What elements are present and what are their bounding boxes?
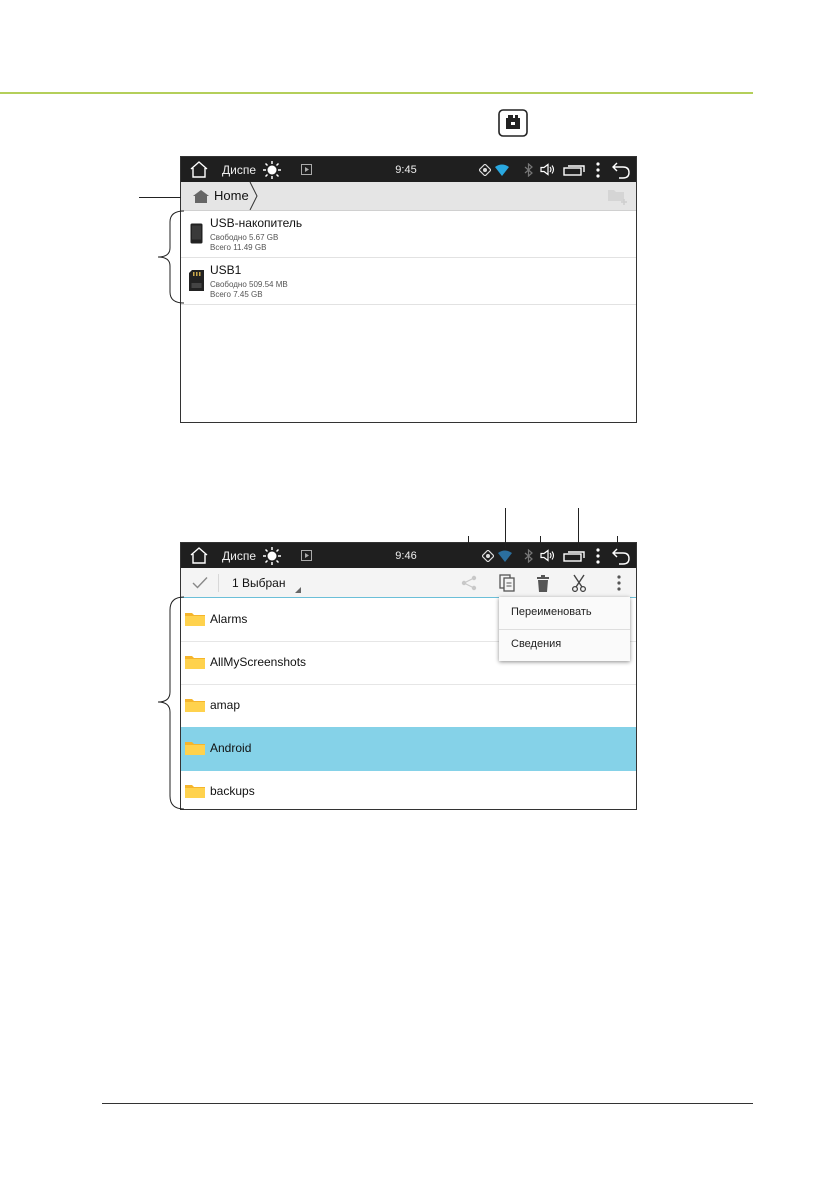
menu-item-label: Сведения xyxy=(511,638,562,650)
home-icon[interactable] xyxy=(187,543,211,568)
folder-name: backups xyxy=(210,784,255,798)
done-check-icon[interactable] xyxy=(192,576,208,589)
list-item[interactable] xyxy=(181,258,636,305)
recent-apps-icon[interactable] xyxy=(562,157,586,182)
header-rule xyxy=(0,92,753,94)
breadcrumb-home[interactable]: Home xyxy=(214,188,249,203)
copy-icon[interactable] xyxy=(495,571,519,595)
callout-line xyxy=(468,536,469,548)
storage-free: Свободно 5.67 GB xyxy=(210,233,279,242)
app-title: Диспе xyxy=(221,548,256,563)
breadcrumb-chevron-icon xyxy=(249,182,259,210)
wifi-icon xyxy=(494,157,510,182)
clock: 9:45 xyxy=(395,163,417,176)
storage-screen xyxy=(180,156,637,423)
overflow-menu-icon[interactable] xyxy=(594,543,602,568)
volume-icon[interactable] xyxy=(539,543,557,568)
status-bar xyxy=(181,543,636,568)
location-icon xyxy=(478,157,492,182)
sd-card-icon xyxy=(189,270,204,291)
location-icon xyxy=(481,543,495,568)
folder-icon xyxy=(185,697,205,712)
new-folder-icon[interactable] xyxy=(607,187,629,205)
app-title: Диспе xyxy=(221,162,256,177)
menu-item-details[interactable] xyxy=(499,629,630,661)
home-icon[interactable] xyxy=(187,157,211,182)
storage-free: Свободно 509.54 MB xyxy=(210,280,288,289)
brightness-icon[interactable] xyxy=(261,157,283,182)
folder-icon xyxy=(185,654,205,669)
storage-name: USB-накопитель xyxy=(210,216,303,230)
status-bar xyxy=(181,157,636,182)
dropdown-triangle-icon xyxy=(295,587,301,593)
action-divider xyxy=(218,574,219,592)
list-item[interactable] xyxy=(181,211,636,258)
back-icon[interactable] xyxy=(610,157,632,182)
file-manager-icon xyxy=(498,109,528,137)
bluetooth-icon xyxy=(522,157,534,182)
back-icon[interactable] xyxy=(610,543,632,568)
folder-row[interactable] xyxy=(181,684,636,728)
callout-brace xyxy=(152,210,186,304)
storage-total: Всего 7.45 GB xyxy=(210,290,263,299)
callout-line xyxy=(505,508,506,548)
menu-item-rename[interactable] xyxy=(499,597,630,630)
more-options-icon[interactable] xyxy=(607,571,631,595)
folder-name: amap xyxy=(210,698,241,712)
callout-line xyxy=(578,508,579,548)
recent-apps-icon[interactable] xyxy=(562,543,586,568)
folder-row-selected[interactable] xyxy=(181,727,636,771)
phone-storage-icon xyxy=(190,223,203,244)
callout-line xyxy=(139,197,181,198)
storage-total: Всего 11.49 GB xyxy=(210,243,267,252)
folder-row[interactable] xyxy=(181,770,636,810)
overflow-popup-menu xyxy=(499,597,630,661)
menu-item-label: Переименовать xyxy=(511,606,592,618)
cut-icon[interactable] xyxy=(567,571,591,595)
folder-name: Alarms xyxy=(210,612,248,626)
folder-icon xyxy=(185,783,205,798)
folder-name: Android xyxy=(210,741,252,755)
volume-icon[interactable] xyxy=(539,157,557,182)
brightness-icon[interactable] xyxy=(261,543,283,568)
callout-brace xyxy=(152,596,186,810)
delete-icon[interactable] xyxy=(531,571,555,595)
storage-name: USB1 xyxy=(210,263,242,277)
folder-screen xyxy=(180,542,637,810)
home-crumb-icon xyxy=(192,189,210,203)
folder-icon xyxy=(185,611,205,626)
folder-icon xyxy=(185,740,205,755)
callout-line xyxy=(617,536,618,548)
callout-line xyxy=(540,536,541,548)
selection-action-bar xyxy=(181,568,636,598)
share-icon[interactable] xyxy=(457,571,481,595)
footer-rule xyxy=(102,1103,753,1104)
overflow-menu-icon[interactable] xyxy=(594,157,602,182)
selection-count-dropdown[interactable]: 1 Выбран xyxy=(232,576,286,590)
folder-name: AllMyScreenshots xyxy=(210,655,307,669)
breadcrumb xyxy=(181,182,636,211)
bluetooth-icon xyxy=(522,543,534,568)
media-play-icon xyxy=(299,157,313,182)
clock: 9:46 xyxy=(395,549,417,562)
media-play-icon xyxy=(299,543,313,568)
